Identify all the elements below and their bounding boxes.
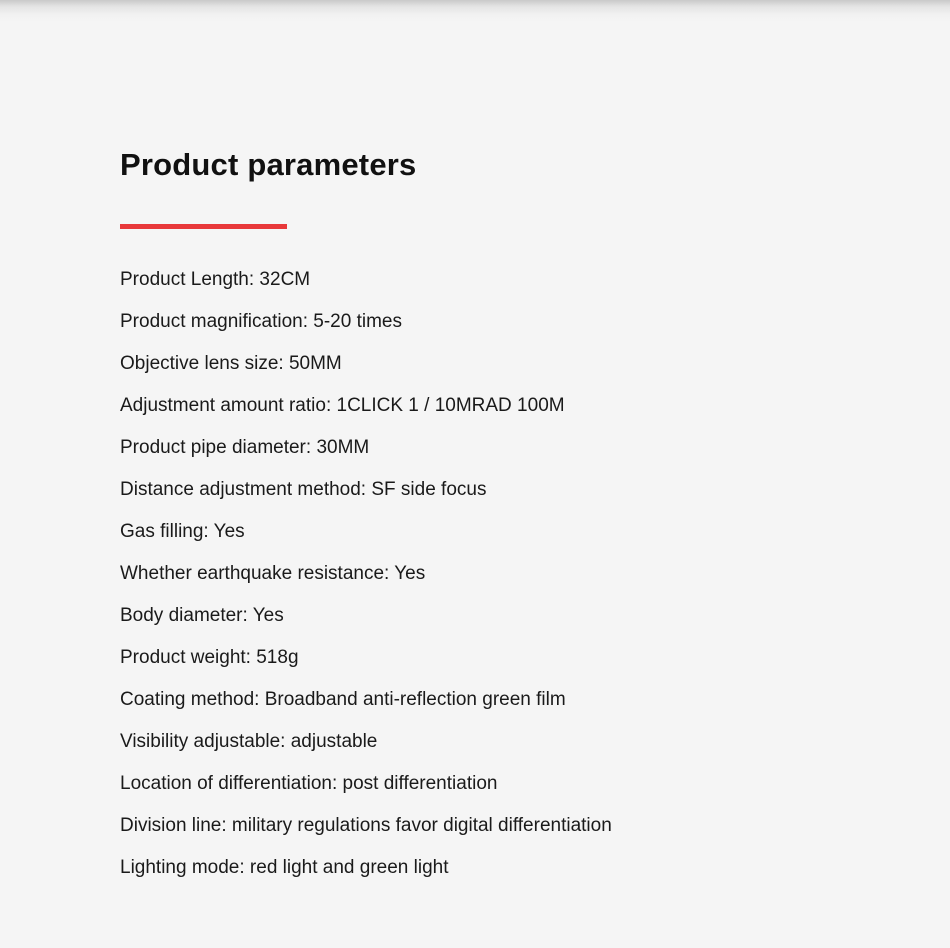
page-title: Product parameters <box>120 147 417 182</box>
parameter-item: Coating method: Broadband anti-reflection green film <box>120 689 566 710</box>
top-shadow <box>0 0 950 22</box>
parameter-item: Distance adjustment method: SF side focus <box>120 479 487 500</box>
parameter-item: Visibility adjustable: adjustable <box>120 731 378 752</box>
parameter-item: Adjustment amount ratio: 1CLICK 1 / 10MRAD 100M <box>120 395 565 416</box>
parameter-item: Product Length: 32CM <box>120 269 311 290</box>
parameter-list <box>120 266 612 896</box>
parameter-item: Product magnification: 5-20 times <box>120 311 402 332</box>
parameter-item: Product pipe diameter: 30MM <box>120 437 370 458</box>
parameter-item: Whether earthquake resistance: Yes <box>120 563 426 584</box>
parameter-item: Body diameter: Yes <box>120 605 284 626</box>
parameter-item: Location of differentiation: post differentiation <box>120 773 498 794</box>
parameter-item: Division line: military regulations favor digital differentiation <box>120 815 612 836</box>
parameter-item: Lighting mode: red light and green light <box>120 857 449 878</box>
parameter-item: Gas filling: Yes <box>120 521 245 542</box>
accent-divider <box>120 224 287 229</box>
parameter-item: Objective lens size: 50MM <box>120 353 342 374</box>
parameter-item: Product weight: 518g <box>120 647 299 668</box>
